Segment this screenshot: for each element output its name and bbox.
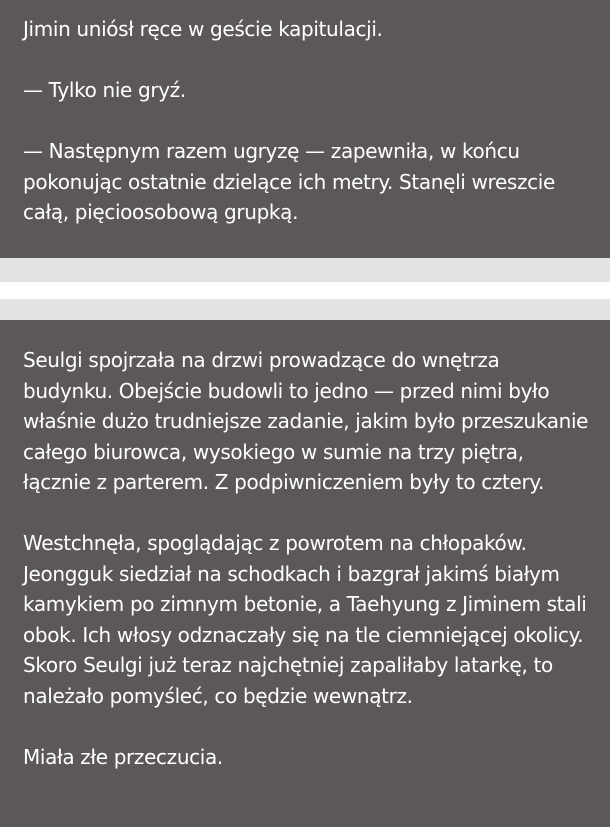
separator-band xyxy=(0,258,610,282)
separator-band xyxy=(0,299,610,320)
text-panel-top xyxy=(0,0,610,258)
paragraph: — Następnym razem ugryzę — zapewniła, w końcu pokonując ostatnie dzielące ich metry. Stanęli wreszcie całą, pięcioosobową grupką. xyxy=(23,139,555,224)
paragraph: Miała złe przeczucia. xyxy=(23,744,223,769)
paragraph: — Tylko nie gryź. xyxy=(23,78,186,102)
paragraph: Jimin uniósł ręce w geście kapitulacji. xyxy=(23,17,383,41)
text-panel-bottom xyxy=(0,320,610,827)
paragraph: Westchnęła, spoglądając z powrotem na chłopaków. Jeongguk siedział na schodkach i bazgrał jakimś białym kamykiem po zimnym betonie, a Taehyung z Jiminem stali obok. Ich włosy odznaczały się na tle ciemniejącej okolicy. Skoro Seulgi już teraz najchętniej zapaliłaby latarkę, to należało pomyśleć, co będzie wewnątrz. xyxy=(23,531,587,708)
paragraph: Seulgi spojrzała na drzwi prowadzące do wnętrza budynku. Obejście budowli to jedno — przed nimi było właśnie dużo trudniejsze zadanie, jakim było przeszukanie całego biurowca, wysokiego w sumie na trzy piętra, łącznie z parterem. Z podpiwniczeniem były to cztery. xyxy=(23,348,589,494)
